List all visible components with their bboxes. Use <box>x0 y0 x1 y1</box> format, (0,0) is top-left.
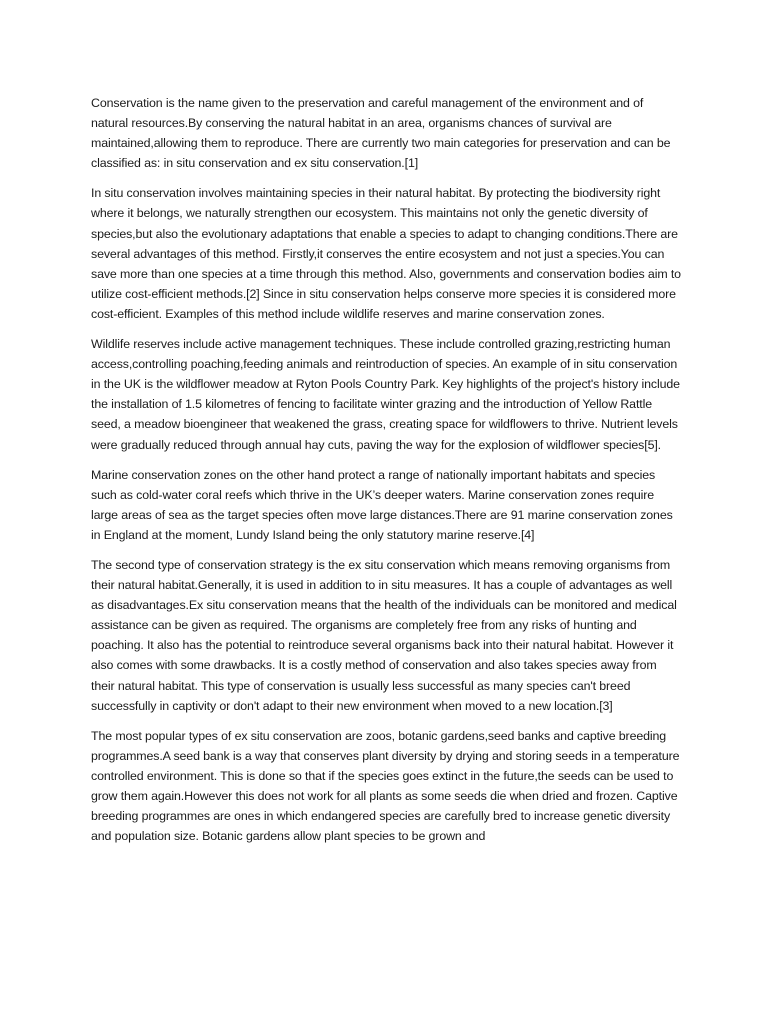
paragraph-in-situ-conservation: In situ conservation involves maintaining species in their natural habitat. By protecting the biodiversity right where it belongs, we naturally strengthen our ecosystem. This maintains not only the genetic diversity of species,but also the evolutionary adaptations that enable a species to adapt to changing conditions.There are several advantages of this method. Firstly,it conserves the entire ecosystem and not just a species.You can save more than one species at a time through this method. Also, governments and conservation bodies aim to utilize cost-efficient methods.[2] Since in situ conservation helps conserve more species it is considered more cost-efficient. Examples of this method include wildlife reserves and marine conservation zones. <box>91 186 681 321</box>
paragraph-introduction: Conservation is the name given to the preservation and careful management of the environment and of natural resources.By conserving the natural habitat in an area, organisms chances of survival are maintained,allowing them to reproduce. There are currently two main categories for preservation and can be classified as: in situ conservation and ex situ conservation.[1] <box>91 96 671 171</box>
paragraph-ex-situ-conservation: The second type of conservation strategy is the ex situ conservation which means removing organisms from their natural habitat.Generally, it is used in addition to in situ measures. It has a couple of advantages as well as disadvantages.Ex situ conservation means that the health of the individuals can be monitored and medical assistance can be given as required. The organisms are completely free from any risks of hunting and poaching. It also has the potential to reintroduce several organisms back into their natural habitat. However it also comes with some drawbacks. It is a costly method of conservation and also takes species away from their natural habitat. This type of conservation is usually less successful as many species can't breed successfully in captivity or don't adapt to their new environment when moved to a new location.[3] <box>91 557 677 713</box>
paragraph-marine-conservation-zones: Marine conservation zones on the other hand protect a range of nationally important habitats and species such as cold-water coral reefs which thrive in the UK’s deeper waters. Marine conservation zones require large areas of sea as the target species often move large distances.There are 91 marine conservation zones in England at the moment, Lundy Island being the only statutory marine reserve.[4] <box>91 467 673 542</box>
paragraph-wildlife-reserves: Wildlife reserves include active management techniques. These include controlled grazing,restricting human access,controlling poaching,feeding animals and reintroduction of species. An example of in situ conservation in the UK is the wildflower meadow at Ryton Pools Country Park. Key highlights of the project's history include the installation of 1.5 kilometres of fencing to facilitate winter grazing and the introduction of Yellow Rattle seed, a meadow bioengineer that weakened the grass, creating space for wildflowers to thrive. Nutrient levels were gradually reduced through annual hay cuts, paving the way for the explosion of wildflower species[5]. <box>91 337 680 452</box>
document-page <box>91 93 681 856</box>
paragraph-ex-situ-types: The most popular types of ex situ conservation are zoos, botanic gardens,seed banks and captive breeding programmes.A seed bank is a way that conserves plant diversity by drying and storing seeds in a temperature controlled environment. This is done so that if the species goes extinct in the future,the seeds can be used to grow them again.However this does not work for all plants as some seeds die when dried and frozen. Captive breeding programmes are ones in which endangered species are carefully bred to increase genetic diversity and population size. Botanic gardens allow plant species to be grown and <box>91 728 680 844</box>
